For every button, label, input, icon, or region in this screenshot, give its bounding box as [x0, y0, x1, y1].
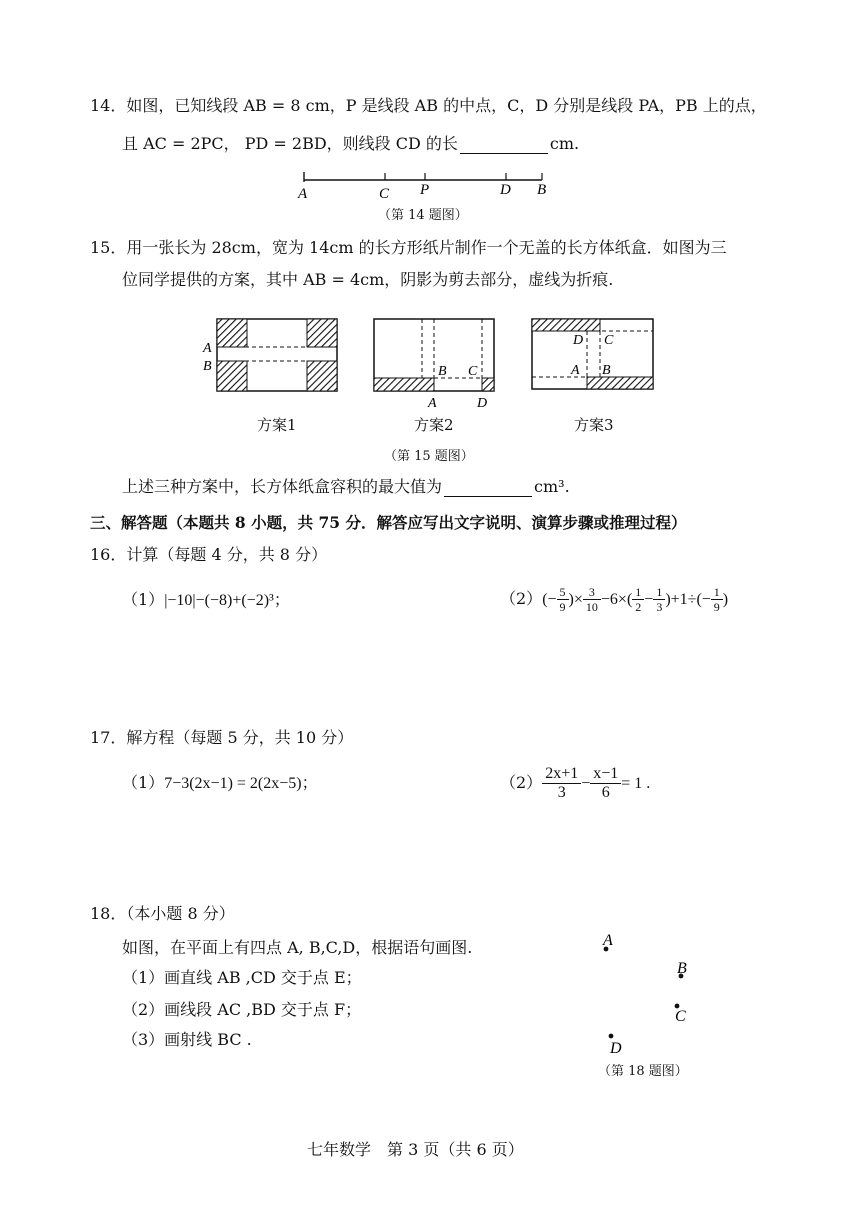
plan1-title: 方案1	[257, 416, 297, 434]
q16-part1-label: （1）	[122, 590, 165, 609]
q18-title: 18．（本小题 8 分）	[90, 904, 235, 923]
q17-part2-rhs: = 1 .	[621, 775, 651, 792]
q17-part2	[500, 760, 650, 807]
q17-frac-right: $\frac{x-1}{6}$	[590, 765, 621, 802]
plan2-label-a: A	[428, 396, 437, 411]
plan3-diagram	[532, 319, 653, 389]
plan3-label-d: D	[573, 333, 584, 348]
q15-line1: 15．用一张长为 28cm，宽为 14cm 的长方形纸片制作一个无盖的长方体纸盒．如图为三	[90, 238, 727, 257]
q14-caption: （第 14 题图）	[378, 208, 468, 223]
plan3-label-b: B	[602, 363, 611, 378]
q16-part2-minus6: −6×(	[600, 591, 633, 608]
q15-answer-blank	[444, 480, 532, 497]
q14-point-c: C	[379, 186, 390, 202]
q16-frac-1-2: $\frac{1}{2}$	[632, 585, 644, 614]
q18-point-d: D	[610, 1040, 622, 1057]
q14-line2	[122, 134, 579, 154]
plan3-label-a: A	[571, 363, 580, 378]
q16-frac-3-10: $\frac{3}{10}$	[583, 585, 601, 614]
plan3-label-c: C	[604, 333, 614, 348]
q18-point-c: C	[675, 1008, 686, 1025]
q16-part1-expression: |−10|−(−8)+(−2)³；	[164, 592, 290, 609]
q14-point-d: D	[500, 182, 511, 198]
plan3-title: 方案3	[574, 416, 614, 434]
q15-answer-prefix: 上述三种方案中，长方体纸盒容积的最大值为	[122, 477, 443, 496]
q16-part2-minus: −	[644, 591, 654, 608]
q15-caption: （第 15 题图）	[384, 449, 474, 464]
q15-answer-suffix: cm³.	[534, 477, 570, 496]
q18-point-a: A	[603, 932, 613, 949]
q14-segment-figure	[290, 168, 560, 204]
q17-part2-label: （2）	[500, 773, 543, 792]
q16-frac-1-9: $\frac{1}{9}$	[711, 585, 723, 614]
q14-line2-suffix: cm.	[549, 134, 580, 153]
q17-part1-label: （1）	[122, 773, 165, 792]
plan1-diagram	[202, 319, 337, 391]
q14-answer-blank	[460, 137, 548, 154]
plan2-label-d: D	[477, 396, 488, 411]
plan2-diagram	[374, 319, 494, 411]
q16-frac-5-9: $\frac{5}{9}$	[557, 585, 569, 614]
page-footer: 七年数学 第 3 页（共 6 页）	[307, 1140, 524, 1159]
plan2-title: 方案2	[414, 416, 454, 434]
plan1-label-b: B	[203, 359, 212, 374]
q14-point-p: P	[420, 182, 430, 198]
q18-intro: 如图，在平面上有四点 A, B,C,D，根据语句画图.	[122, 938, 473, 957]
q16-part2-plus1div: )+1÷(−	[665, 591, 711, 608]
q16-part2	[500, 578, 728, 621]
q15-line2: 位同学提供的方案，其中 AB = 4cm，阴影为剪去部分，虚线为折痕.	[122, 270, 614, 289]
q18-point-b: B	[677, 960, 687, 977]
q17-frac-left: $\frac{2x+1}{3}$	[542, 765, 581, 802]
q18-item-3: （3）画射线 BC .	[122, 1030, 252, 1049]
q16-title: 16．计算（每题 4 分，共 8 分）	[90, 545, 328, 564]
q15-answer-line	[122, 477, 570, 497]
q17-title: 17．解方程（每题 5 分，共 10 分）	[90, 728, 354, 747]
q16-part2-label: （2）	[500, 589, 543, 608]
q15-figures	[195, 310, 675, 410]
q14-point-a: A	[298, 186, 308, 202]
q18-item-1: （1）画直线 AB ,CD 交于点 E；	[122, 968, 362, 987]
section3-heading: 三、解答题（本题共 8 小题，共 75 分．解答应写出文字说明、演算步骤或推理过程）	[90, 513, 687, 532]
plan2-label-c: C	[468, 364, 478, 379]
plan2-label-b: B	[438, 364, 447, 379]
q16-part2-close: )	[722, 591, 729, 608]
q18-caption: （第 18 题图）	[598, 1064, 688, 1079]
q18-item-2: （2）画线段 AC ,BD 交于点 F；	[122, 1000, 362, 1019]
q17-part2-minus: −	[581, 775, 591, 792]
q16-frac-1-3: $\frac{1}{3}$	[653, 585, 665, 614]
q16-part1	[122, 590, 290, 611]
q14-line2-prefix: 且 AC = 2PC， PD = 2BD，则线段 CD 的长	[122, 134, 458, 153]
plan1-label-a: A	[203, 341, 212, 356]
q17-part1-expression: 7−3(2x−1) = 2(2x−5)；	[164, 775, 318, 792]
q17-part1	[122, 773, 318, 794]
q16-part2-open: (−	[542, 591, 557, 608]
q14-line1: 14．如图，已知线段 AB = 8 cm，P 是线段 AB 的中点，C，D 分别是线段 PA，PB 上的点，	[90, 96, 767, 115]
q16-part2-times1: )×	[568, 591, 583, 608]
q18-points-figure	[595, 930, 705, 1060]
q14-point-b: B	[537, 182, 547, 198]
